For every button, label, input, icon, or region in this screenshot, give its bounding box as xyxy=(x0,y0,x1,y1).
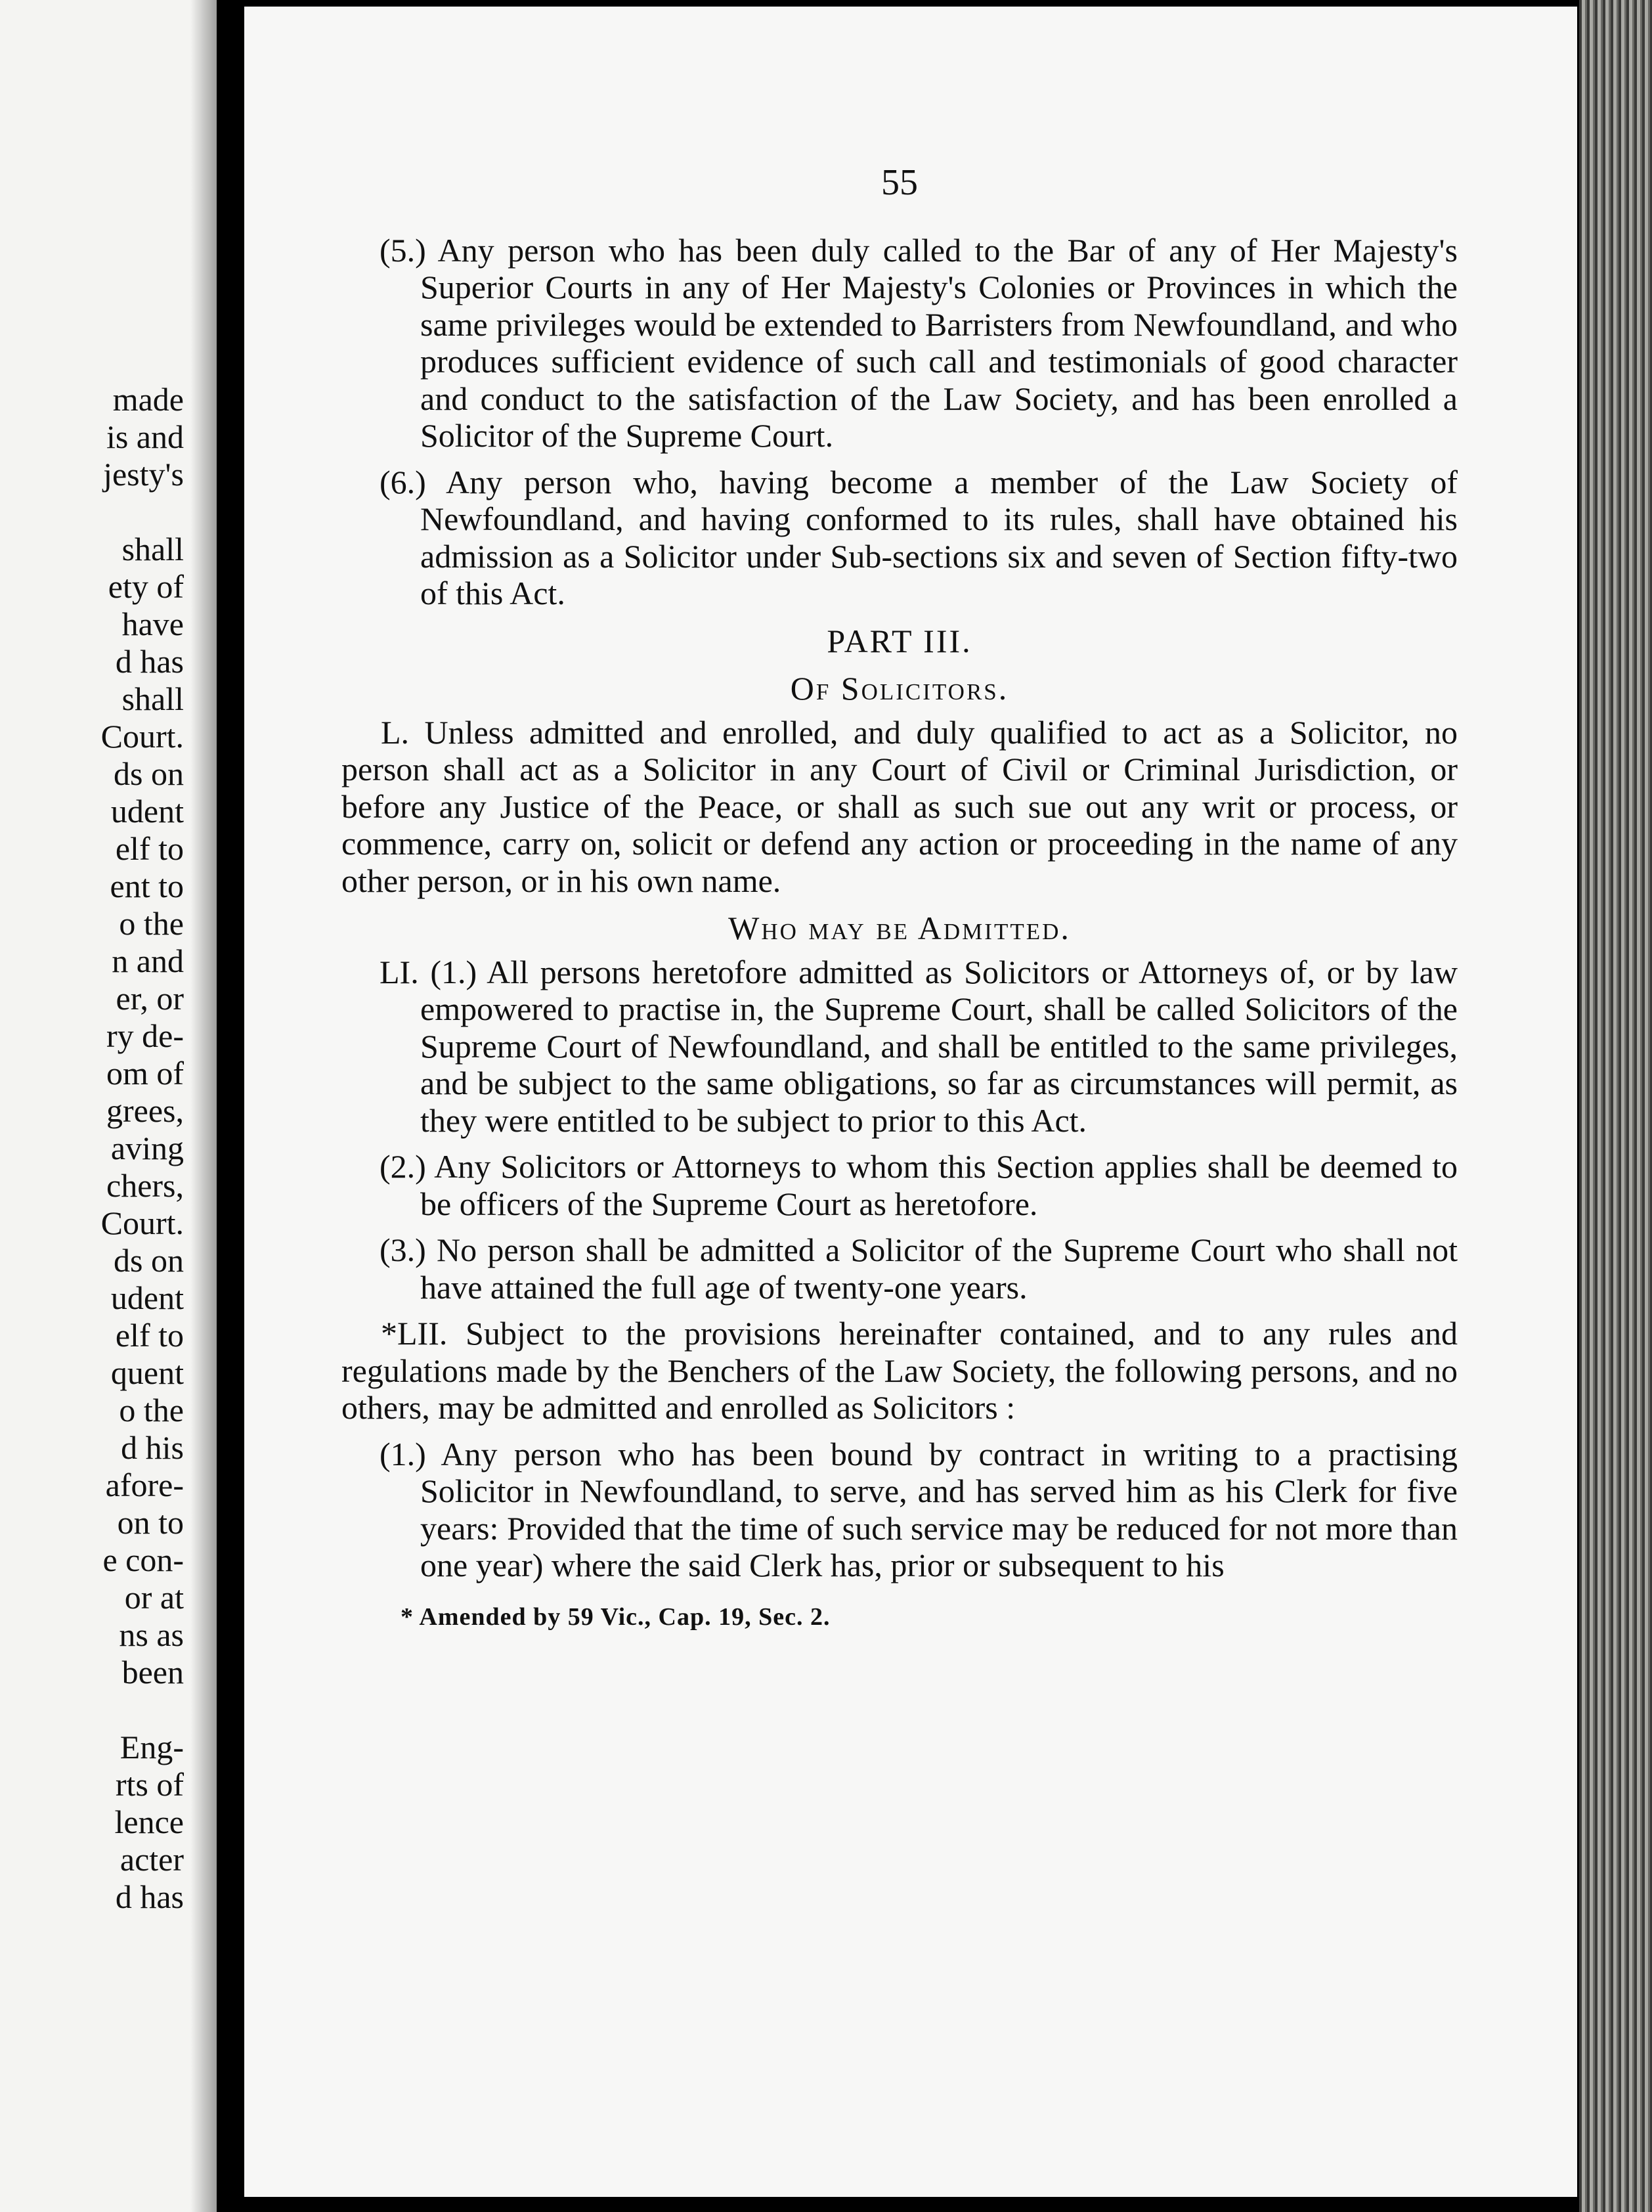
facing-page xyxy=(0,0,217,2212)
page-fold-shadow xyxy=(190,0,217,2212)
facing-page-line: shall xyxy=(121,680,184,717)
facing-page-line: d has xyxy=(115,1878,184,1915)
facing-page-line: Court. xyxy=(100,718,184,755)
facing-page-line: rts of xyxy=(115,1766,184,1803)
facing-page-line: n and xyxy=(112,942,184,979)
page-content xyxy=(341,164,1458,1635)
facing-page-line xyxy=(0,1691,184,1729)
facing-page-line: aving xyxy=(110,1130,184,1166)
facing-page-line: made xyxy=(112,381,184,418)
subsection-5: (5.) Any person who has been duly called to the Bar of any of Her Majesty's Superior Courts in any of Her Majesty's Colonies or Provinces in which the same privileges would be extended to Barristers from Newfoundland, and who produces sufficient evidence of such call and testimonials of good character and conduct to the satisfaction of the Law Society, and has been enrolled a Solicitor of the Supreme Court. xyxy=(380,231,1458,454)
facing-page-text xyxy=(0,381,184,1916)
facing-page-line: d has xyxy=(115,643,184,680)
facing-page-line: Court. xyxy=(100,1205,184,1241)
facing-page-line: have xyxy=(121,606,184,642)
facing-page-line: grees, xyxy=(106,1092,184,1129)
facing-page-line: udent xyxy=(110,1279,184,1316)
page-number: 55 xyxy=(881,162,918,203)
facing-page-line: ent to xyxy=(110,868,184,904)
facing-page-line: udent xyxy=(110,793,184,830)
facing-page-line: ety of xyxy=(108,568,184,605)
facing-page-line: Eng- xyxy=(120,1729,184,1765)
facing-page-line: acter xyxy=(120,1841,184,1878)
section-LII: *LII. Subject to the provisions hereinafter contained, and to any rules and regulations made by the Benchers of the Law Society, the following persons, and no others, may be admitted and enrolled as Solicitors : xyxy=(341,1315,1458,1426)
facing-page-line: o the xyxy=(119,1392,184,1428)
section-LII-1: (1.) Any person who has been bound by contract in writing to a practising Solicitor in Newfoundland, to serve, and has served him as his Clerk for five years: Provided that the time of such service may be reduced for not more than one year) where the said Clerk has, prior or subsequent to his xyxy=(380,1435,1458,1583)
facing-page-line: d his xyxy=(121,1429,184,1466)
facing-page-line: or at xyxy=(124,1579,184,1616)
section-L: L. Unless admitted and enrolled, and duly qualified to act as a Solicitor, no person shall act as a Solicitor in any Court of Civil or Criminal Jurisdiction, or before any Justice of the Peace, or shall as such sue out any writ or process, or commence, carry on, solicit or defend any action or proceeding in the name of any other person, or in his own name. xyxy=(341,713,1458,899)
facing-page-line: o the xyxy=(119,905,184,942)
facing-page-line: om of xyxy=(106,1055,184,1092)
facing-page-line: ds on xyxy=(114,1242,184,1279)
section-LI-3: (3.) No person shall be admitted a Solicitor of the Supreme Court who shall not have attained the full age of twenty-one years. xyxy=(380,1231,1458,1306)
facing-page-line: quent xyxy=(110,1354,184,1391)
footnote: * Amended by 59 Vic., Cap. 19, Sec. 2. xyxy=(401,1603,831,1631)
facing-page-line: e con- xyxy=(102,1541,184,1578)
facing-page-line: elf to xyxy=(115,830,184,867)
facing-page-line: ns as xyxy=(119,1616,184,1653)
section-LI-1: LI. (1.) All persons heretofore admitted as Solicitors or Attorneys of, or by law empowered to practise in, the Supreme Court, shall be called Solicitors of the Supreme Court of Newfoundland, and shall be entitled to the same privileges, and be subject to the same obligations, so far as circumstances will permit, as they were entitled to be subject to prior to this Act. xyxy=(380,953,1458,1139)
facing-page-line: on to xyxy=(117,1504,184,1541)
facing-page-line: afore- xyxy=(105,1467,184,1503)
facing-page-line: lence xyxy=(114,1803,184,1840)
section-LI-2: (2.) Any Solicitors or Attorneys to whom this Section applies shall be deemed to be officers of the Supreme Court as heretofore. xyxy=(380,1148,1458,1222)
facing-page-line: ry de- xyxy=(106,1017,184,1054)
admitted-heading: Who may be Admitted. xyxy=(728,910,1071,946)
facing-page-line: is and xyxy=(106,418,184,455)
subsection-6: (6.) Any person who, having become a member of the Law Society of Newfoundland, and having conformed to its rules, shall have obtained his admission as a Solicitor under Sub-sections six and seven of Section fifty-two of this Act. xyxy=(380,463,1458,611)
facing-page-line: shall xyxy=(121,531,184,567)
facing-page-line: chers, xyxy=(106,1167,184,1204)
facing-page-line: been xyxy=(121,1654,184,1691)
facing-page-line: er, or xyxy=(116,980,184,1017)
facing-page-line: jesty's xyxy=(103,456,184,493)
page-edges xyxy=(1579,0,1652,2212)
facing-page-line xyxy=(0,493,184,531)
facing-page-line: ds on xyxy=(114,755,184,792)
facing-page-line: elf to xyxy=(115,1317,184,1354)
solicitors-heading: Of Solicitors. xyxy=(790,670,1009,707)
part-heading: PART III. xyxy=(827,622,972,659)
